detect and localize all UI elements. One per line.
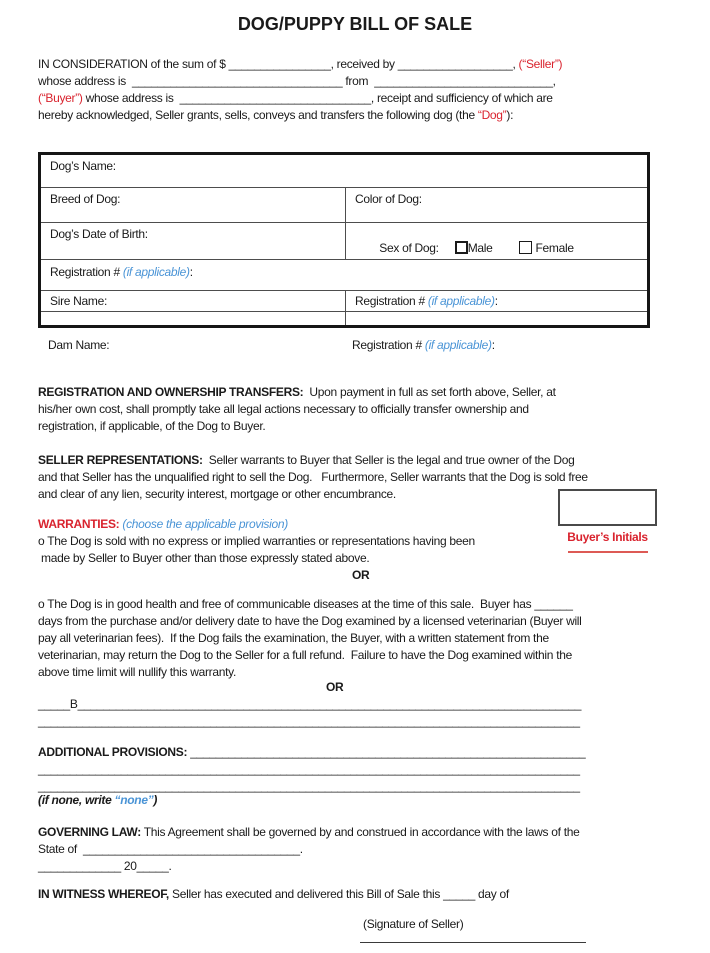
dob-sex-row: [41, 222, 647, 259]
if-none-note: [38, 792, 157, 809]
seller-rep-heading: SELLER REPRESENTATIONS:: [38, 453, 203, 467]
witness-line: [38, 886, 509, 903]
male-checkbox[interactable]: [455, 241, 468, 254]
buyers-initials-label: Buyer’s Initials: [567, 530, 648, 544]
dam-name-label: Dam Name:: [48, 338, 110, 352]
provision-2-line-5: above time limit will nullify this warranty.: [38, 665, 236, 679]
if-none-text: (if none, write: [38, 793, 115, 807]
reg-transfer-heading: REGISTRATION AND OWNERSHIP TRANSFERS:: [38, 385, 304, 399]
dam-registration: [352, 337, 495, 354]
dogs-name-label: Dog’s Name:: [50, 159, 116, 173]
governing-law-heading: GOVERNING LAW:: [38, 825, 141, 839]
dam-registration-label: Registration #: [352, 338, 425, 352]
provision-2-line-4: veterinarian, may return the Dog to the Seller for a full refund. Failure to have the Dog examined within the: [38, 648, 572, 662]
if-none-close: ): [153, 793, 158, 807]
breed-cell[interactable]: [41, 188, 345, 222]
additional-provisions-blank[interactable]: ______________________________________________________________: [190, 745, 586, 759]
empty-row: [41, 311, 647, 325]
sire-registration-label: Registration #: [355, 294, 428, 308]
provision-2-line-3: pay all veterinarian fees). If the Dog fails the examination, the Buyer, with a written statement from the: [38, 631, 549, 645]
reg-transfer-text-1: Upon payment in full as set forth above, Seller, at: [303, 385, 556, 399]
reg-transfer-line-1: [38, 384, 556, 401]
seller-term: (“Seller”): [518, 57, 563, 71]
color-label: Color of Dog:: [355, 192, 422, 206]
empty-cell-right: [345, 312, 647, 325]
sex-cell: [345, 223, 647, 259]
seller-rep-line-2: and that Seller has the unqualified right to sell the Dog. Furthermore, Seller warrants that the Dog is sold free: [38, 470, 588, 484]
buyers-initials-box[interactable]: [558, 489, 657, 526]
blank-line-2[interactable]: _____________________________________________________________________________________: [38, 762, 580, 776]
seller-rep-text-1: Seller warrants to Buyer that Seller is the legal and true owner of the Dog: [202, 453, 575, 467]
dog-term: “Dog”: [477, 108, 507, 122]
dam-registration-colon: :: [491, 338, 495, 352]
registration-colon: :: [189, 265, 193, 279]
intro-line-4-text: hereby acknowledged, Seller grants, sells, conveys and transfers the following dog (the: [38, 108, 478, 122]
buyers-initials-underline: [568, 551, 648, 553]
reg-transfer-line-2: his/her own cost, shall promptly take all legal actions necessary to officially transfer ownership and: [38, 402, 529, 416]
governing-law-line-2: State of __________________________________.: [38, 842, 303, 856]
governing-law-date-line: _____________ 20_____.: [38, 859, 172, 873]
male-label: Male: [467, 241, 493, 255]
blank-line-b[interactable]: _____B_______________________________________________________________________________: [38, 697, 582, 711]
governing-law-text: This Agreement shall be governed by and construed in accordance with the laws of the: [140, 825, 580, 839]
witness-text: Seller has executed and delivered this Bill of Sale this _____ day of: [168, 887, 509, 901]
buyer-term: (“Buyer”): [38, 91, 83, 105]
seller-rep-line-3: and clear of any lien, security interest, mortgage or other encumbrance.: [38, 487, 396, 501]
sire-cell[interactable]: [41, 291, 345, 311]
intro-line-3: [38, 90, 553, 107]
seller-signature-line[interactable]: [360, 942, 586, 943]
registration-label: Registration #: [50, 265, 123, 279]
blank-line-1[interactable]: _____________________________________________________________________________________: [38, 714, 580, 728]
additional-provisions-heading: ADDITIONAL PROVISIONS:: [38, 745, 191, 759]
intro-line-3-text: whose address is ______________________________, receipt and sufficiency of which are: [82, 91, 553, 105]
intro-line-1: [38, 56, 562, 73]
warranties-heading: WARRANTIES:: [38, 517, 120, 531]
additional-provisions-line: [38, 744, 585, 761]
provision-2-line-1: o The Dog is in good health and free of communicable diseases at the time of this sale. Buyer has ______: [38, 597, 573, 611]
intro-line-4: [38, 107, 513, 124]
dam-if-applicable-note: (if applicable): [424, 338, 492, 352]
breed-color-row: [41, 187, 647, 222]
female-checkbox[interactable]: [519, 241, 532, 254]
color-cell[interactable]: [345, 188, 647, 222]
sire-registration-colon: :: [494, 294, 498, 308]
reg-transfer-line-3: registration, if applicable, of the Dog to Buyer.: [38, 419, 266, 433]
intro-line-2-text: whose address is _________________________________ from ____________________________,: [38, 74, 556, 88]
breed-label: Breed of Dog:: [50, 192, 121, 206]
empty-cell-left: [41, 312, 345, 325]
governing-law-line-1: [38, 824, 579, 841]
dogs-name-row[interactable]: [41, 155, 647, 187]
sire-label: Sire Name:: [50, 294, 108, 308]
signature-of-seller-label: (Signature of Seller): [363, 917, 464, 931]
intro-line-2: [38, 73, 556, 90]
dog-info-table: [38, 152, 650, 328]
sire-if-applicable-note: (if applicable): [427, 294, 495, 308]
provision-1-line-1: o The Dog is sold with no express or implied warranties or representations having been: [38, 534, 475, 548]
if-applicable-note: (if applicable): [122, 265, 190, 279]
or-separator-2: OR: [326, 680, 344, 694]
dob-label: Dog’s Date of Birth:: [50, 227, 148, 241]
warranties-heading-line: [38, 516, 288, 533]
warranties-note: (choose the applicable provision): [119, 517, 288, 531]
provision-1-line-2: made by Seller to Buyer other than those expressly stated above.: [38, 551, 370, 565]
blank-line-3[interactable]: _____________________________________________________________________________________: [38, 779, 580, 793]
intro-line-4-end: ):: [506, 108, 514, 122]
provision-2-line-2: days from the purchase and/or delivery date to have the Dog examined by a licensed veterinarian (Buyer will: [38, 614, 582, 628]
sex-label: Sex of Dog:: [379, 241, 439, 255]
document-title: DOG/PUPPY BILL OF SALE: [237, 14, 473, 34]
dob-cell[interactable]: [41, 223, 345, 259]
seller-rep-line-1: [38, 452, 574, 469]
none-term: “none”: [114, 793, 154, 807]
or-separator-1: OR: [352, 568, 370, 582]
female-label: Female: [535, 241, 574, 255]
sire-registration-cell[interactable]: [345, 291, 647, 311]
registration-row[interactable]: [41, 259, 647, 290]
witness-heading: IN WITNESS WHEREOF,: [38, 887, 169, 901]
intro-line-1-text: IN CONSIDERATION of the sum of $ ________________, received by __________________,: [38, 57, 519, 71]
sire-row: [41, 290, 647, 311]
